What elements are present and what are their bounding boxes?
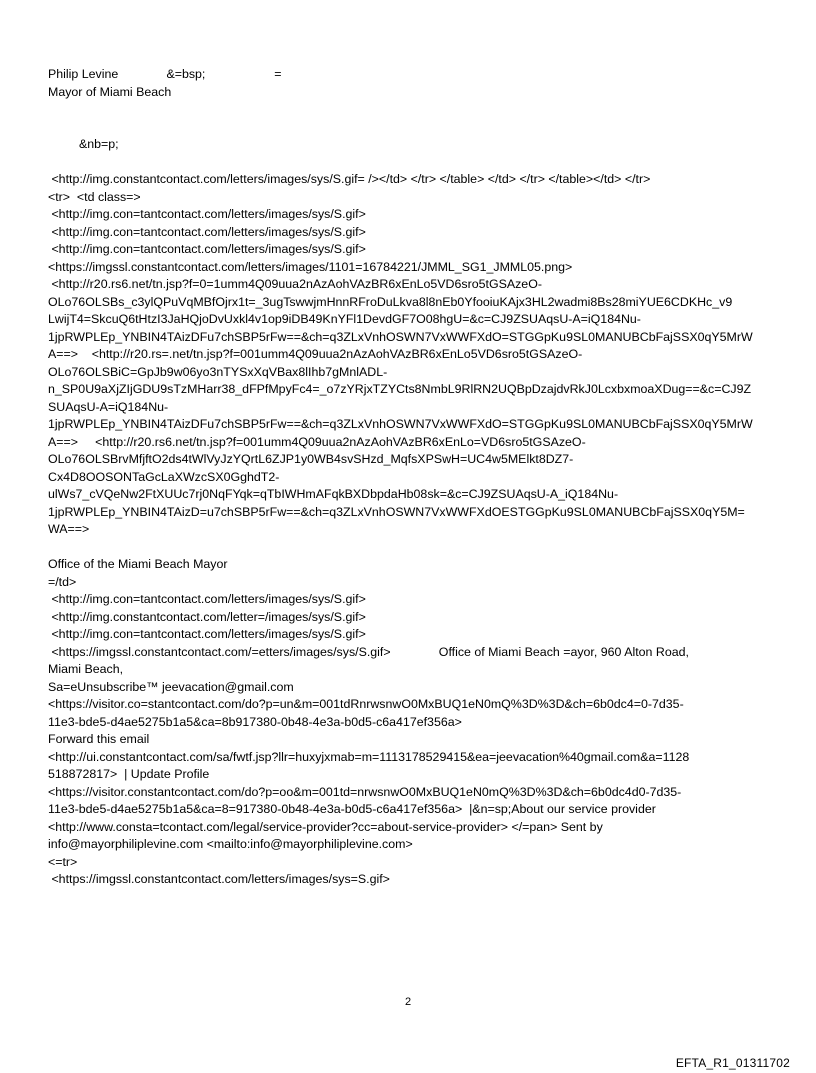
text-line: 1jpRWPLEp_YNBIN4TAizD=u7chSBP5rFw==&ch=q3ZLxVnhOSWN7VxWWFXdOESTGGpKu9SL0MANUBCbFajSSX0qY5M= xyxy=(48,504,745,519)
text-line: Cx4D8OOSONTaGcLaXWzcSX0GghdT2- xyxy=(48,469,280,484)
text-line: <https://imgssl.constantcontact.com/=etters/images/sys/S.gif> Office of Miami Beach =ayor, 960 Alton Road, xyxy=(48,644,689,659)
text-line: <http://img.con=tantcontact.com/letters/images/sys/S.gif> xyxy=(48,627,366,641)
text-line: <http://img.con=tantcontact.com/letters/images/sys/S.gif> xyxy=(48,592,366,606)
text-line: <http://r20.rs6.net/tn.jsp?f=0=1umm4Q09uua2nAzAohVAzBR6xEnLo5VD6sro5tGSAzeO- xyxy=(48,277,542,291)
text-line: A==> <http://r20.rs6.net/tn.jsp?f=001umm4Q09uua2nAzAohVAzBR6xEnLo=VD6sro5tGSAzeO- xyxy=(48,434,586,449)
document-id: EFTA_R1_01311702 xyxy=(675,1056,790,1070)
text-line: <=tr> xyxy=(48,854,78,869)
text-line: WA==> xyxy=(48,522,90,536)
text-line: Mayor of Miami Beach xyxy=(48,84,172,99)
text-line: n_SP0U9aXjZIjGDU9sTzMHarr38_dFPfMpyFc4=_o7zYRjxTZYCts8NmbL9RlRN2UQBpDzajdvRkJ0LcxbxmoaXDug==&c=CJ9Z xyxy=(48,382,752,396)
text-line: 11e3-bde5-d4ae5275b1a5&ca=8b917380-0b48-4e3a-b0d5-c6a417ef356a> xyxy=(48,714,462,729)
text-line: <http://img.con=tantcontact.com/letters/images/sys/S.gif> xyxy=(48,207,366,221)
text-line: 518872817> | Update Profile xyxy=(48,767,210,781)
text-line: =/td> xyxy=(48,574,77,589)
text-line: <http://img.constantcontact.com/letters/images/sys/S.gif= /></td> </tr> </table> </td> </tr> </table></td> </tr> xyxy=(48,172,651,186)
text-line: OLo76OLSBrvMfjftO2ds4tWlVyJzYQrtL6ZJP1y0WB4svSHzd_MqfsXPSwH=UC4w5MElkt8DZ7- xyxy=(48,452,574,466)
text-line: &nb=p; xyxy=(48,137,119,151)
text-line: OLo76OLSBiC=GpJb9w06yo3nTYSxXqVBax8lIhb7gMnlADL- xyxy=(48,364,388,379)
text-line: A==> <http://r20.rs=.net/tn.jsp?f=001umm4Q09uua2nAzAohVAzBR6xEnLo5VD6sro5tGSAzeO- xyxy=(48,347,583,361)
text-line: OLo76OLSBs_c3ylQPuVqMBfOjrx1t=_3ugTswwjmHnnRFroDuLkva8l8nEb0YfooiuKAjx3HL2wadmi8Bs28miYUE6CDKHc_v9 xyxy=(48,294,733,309)
text-line: <https://imgssl.constantcontact.com/letters/images/1101=16784221/JMML_SG1_JMML05.png> xyxy=(48,259,573,274)
text-line: 1jpRWPLEp_YNBIN4TAizDFu7chSBP5rFw==&ch=q3ZLxVnhOSWN7VxWWFXdO=STGGpKu9SL0MANUBCbFajSSX0qY5MrW xyxy=(48,417,753,431)
text-line: 11e3-bde5-d4ae5275b1a5&ca=8=917380-0b48-4e3a-b0d5-c6a417ef356a> |&n=sp;About our service provider xyxy=(48,802,656,816)
text-line: 1jpRWPLEp_YNBIN4TAizDFu7chSBP5rFw==&ch=q3ZLxVnhOSWN7VxWWFXdO=STGGpKu9SL0MANUBCbFajSSX0qY5MrW xyxy=(48,329,753,344)
text-line: info@mayorphiliplevine.com <mailto:info@mayorphiliplevine.com> xyxy=(48,837,413,851)
text-line: Office of the Miami Beach Mayor xyxy=(48,557,228,571)
text-line: Miami Beach, xyxy=(48,662,124,676)
text-line: LwijT4=SkcuQ6tHtzI3JaHQjoDvUxkl4v1op9iDB49KnYFl1DevdGF7O08hgU=&c=CJ9ZSUAqsU-A=iQ184Nu- xyxy=(48,312,641,326)
text-line: Philip Levine &=bsp; = xyxy=(48,67,282,81)
text-line: Sa=eUnsubscribe™ jeevacation@gmail.com xyxy=(48,679,294,694)
text-line: <http://img.con=tantcontact.com/letters/images/sys/S.gif> xyxy=(48,242,366,256)
text-line: <tr> <td class=> xyxy=(48,189,141,204)
text-line: SUAqsU-A=iQ184Nu- xyxy=(48,399,169,414)
text-line: <https://visitor.constantcontact.com/do?p=oo&m=001td=nrwsnwO0MxBUQ1eN0mQ%3D%3D&ch=6b0dc4d0-7d35- xyxy=(48,784,682,799)
text-line: <http://ui.constantcontact.com/sa/fwtf.jsp?llr=huxyjxmab=m=1113178529415&ea=jeevacation%40gmail.com&a=1128 xyxy=(48,749,690,764)
text-line: <http://img.constantcontact.com/letter=/images/sys/S.gif> xyxy=(48,609,366,624)
text-line: <http://www.consta=tcontact.com/legal/service-provider?cc=about-service-provider> </=pan> Sent by xyxy=(48,819,603,834)
text-line: ulWs7_cVQeNw2FtXUUc7rj0NqFYqk=qTbIWHmAFqkBXDbpdaHb08sk=&c=CJ9ZSUAqsU-A_iQ184Nu- xyxy=(48,487,619,501)
text-line: <https://imgssl.constantcontact.com/letters/images/sys=S.gif> xyxy=(48,872,390,886)
page-number: 2 xyxy=(404,996,412,1008)
text-line: Forward this email xyxy=(48,732,150,746)
text-line: <http://img.con=tantcontact.com/letters/images/sys/S.gif> xyxy=(48,224,366,239)
text-line: <https://visitor.co=stantcontact.com/do?p=un&m=001tdRnrwsnwO0MxBUQ1eN0mQ%3D%3D&ch=6b0dc4=0-7d35- xyxy=(48,697,684,711)
